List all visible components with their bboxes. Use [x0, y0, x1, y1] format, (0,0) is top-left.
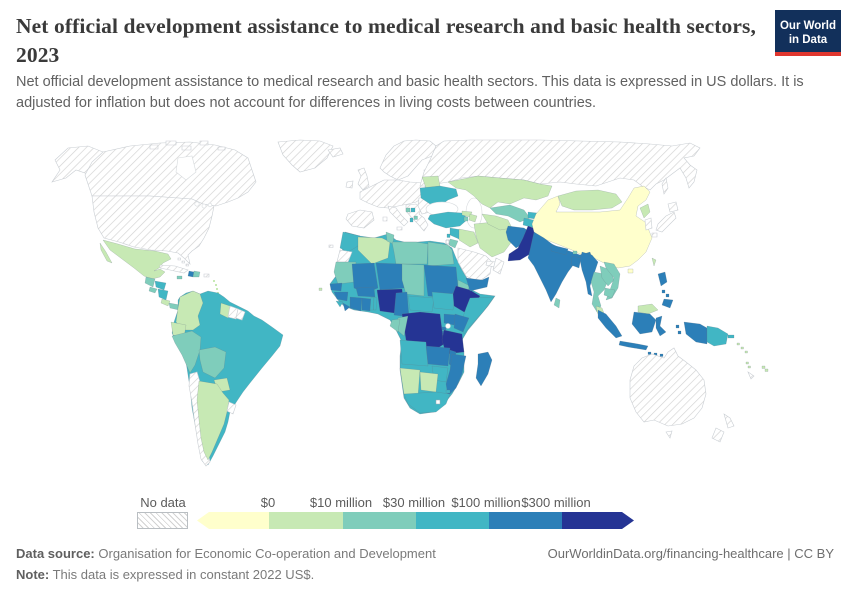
- region-southeast-asia[interactable]: [580, 252, 734, 358]
- note-label: Note:: [16, 567, 50, 582]
- country-central-african-republic: [408, 296, 434, 312]
- country-rwanda: [442, 327, 446, 330]
- country-lebanon: [447, 234, 450, 238]
- country-united-kingdom: [358, 168, 369, 190]
- country-guinea: [334, 292, 348, 301]
- legend-tick-label-2: $30 million: [382, 495, 446, 510]
- world-choropleth-map[interactable]: [0, 136, 850, 490]
- legend-tick-label-0: $0: [260, 495, 276, 510]
- country-philippines: [658, 272, 673, 308]
- country-senegal: [330, 283, 342, 291]
- country-bhutan: [573, 251, 577, 254]
- country-jamaica: [177, 276, 182, 279]
- region-north-america[interactable]: [52, 140, 333, 264]
- legend-segment-1[interactable]: [269, 512, 343, 529]
- country-papua-new-guinea: [707, 326, 734, 346]
- country-north-korea: [640, 204, 650, 218]
- legend-color-bar[interactable]: [0, 494, 850, 534]
- country-australia: [630, 348, 706, 438]
- country-south-africa: [404, 392, 450, 413]
- country-lesotho[interactable]: [436, 400, 440, 404]
- hainan-island: [628, 269, 633, 273]
- legend-tick-label-4: $300 million: [521, 495, 591, 510]
- country-iceland: [328, 148, 343, 157]
- country-indonesia: [598, 310, 681, 357]
- country-sierra-leone: [336, 301, 343, 307]
- legend-segment-2[interactable]: [343, 512, 416, 529]
- country-dominican-republic: [193, 271, 200, 277]
- country-gabon: [390, 319, 400, 332]
- country-taiwan: [652, 258, 656, 266]
- country-mongolia: [558, 190, 622, 210]
- country-vanuatu: [746, 362, 751, 368]
- country-israel[interactable]: [446, 240, 449, 244]
- data-source-text: Organisation for Economic Co-operation and Development: [98, 546, 436, 561]
- page-title: Net official development assistance to medical research and basic health sectors, 2023: [16, 14, 756, 67]
- country-south-sudan: [432, 292, 455, 310]
- country-solomon-islands: [737, 343, 748, 353]
- country-greenland: [278, 140, 333, 172]
- country-eswatini: [446, 390, 450, 393]
- country-serbia: [411, 208, 415, 212]
- region-western-europe: [360, 180, 428, 208]
- region-south-america[interactable]: [171, 291, 283, 466]
- country-guatemala: [145, 277, 155, 287]
- country-new-caledonia: [748, 372, 754, 379]
- canary-islands: [329, 245, 333, 248]
- country-oman: [493, 258, 504, 274]
- note-text: This data is expressed in constant 2022 US$.: [52, 567, 315, 582]
- country-south-korea: [645, 218, 652, 230]
- country-botswana: [420, 372, 438, 392]
- country-costa-rica: [161, 299, 170, 306]
- legend-segment-5[interactable]: [562, 512, 634, 529]
- country-cape-verde: [319, 288, 322, 291]
- attribution-link[interactable]: OurWorldinData.org/financing-healthcare | CC BY: [547, 546, 834, 561]
- legend-segment-0[interactable]: [197, 512, 269, 529]
- country-sri-lanka: [554, 298, 560, 308]
- country-ireland: [346, 181, 353, 188]
- country-bosnia: [406, 208, 410, 212]
- note-row: [16, 567, 314, 582]
- country-ghana: [362, 298, 371, 311]
- owid-logo-line2: in Data: [788, 34, 828, 47]
- west-papua: [684, 322, 707, 344]
- world-map-container: [0, 136, 850, 490]
- no-data-label: No data: [140, 495, 186, 510]
- country-puerto-rico: [204, 274, 209, 277]
- chart-subtitle: Net official development assistance to medical research and basic health sectors. This data is expressed in US dollars. It is adjusted for inflation but does not account for differences in living costs between countries.: [16, 74, 804, 111]
- country-spain-portugal: [346, 210, 374, 228]
- country-libya: [392, 242, 428, 264]
- country-new-zealand: [712, 414, 734, 442]
- owid-logo-line1: Our World: [779, 20, 836, 32]
- legend-tick-label-1: $10 million: [309, 495, 373, 510]
- map-legend: [0, 494, 850, 534]
- country-el-salvador: [149, 287, 157, 293]
- country-cambodia: [604, 288, 615, 298]
- country-madagascar: [476, 352, 492, 386]
- region-europe[interactable]: [328, 140, 436, 231]
- country-nicaragua: [158, 289, 168, 300]
- legend-segment-4[interactable]: [489, 512, 562, 529]
- country-north-macedonia: [414, 216, 418, 220]
- data-source-label: Data source:: [16, 546, 95, 561]
- lesser-antilles: [213, 280, 219, 294]
- country-niger: [376, 263, 404, 290]
- country-japan: [652, 202, 678, 237]
- country-fiji: [762, 366, 768, 372]
- owid-logo[interactable]: [775, 10, 841, 56]
- country-albania: [410, 218, 413, 222]
- lake-victoria: [446, 324, 451, 329]
- country-angola: [400, 340, 428, 366]
- legend-tick-label-3: $100 million: [451, 495, 521, 510]
- country-armenia: [464, 217, 468, 221]
- country-chad: [402, 264, 424, 296]
- data-source-row: [16, 546, 436, 561]
- country-italy: [383, 206, 408, 230]
- country-zambia: [426, 346, 450, 366]
- legend-segment-3[interactable]: [416, 512, 489, 529]
- country-burkina-faso: [356, 287, 375, 297]
- region-oceania[interactable]: [630, 343, 768, 442]
